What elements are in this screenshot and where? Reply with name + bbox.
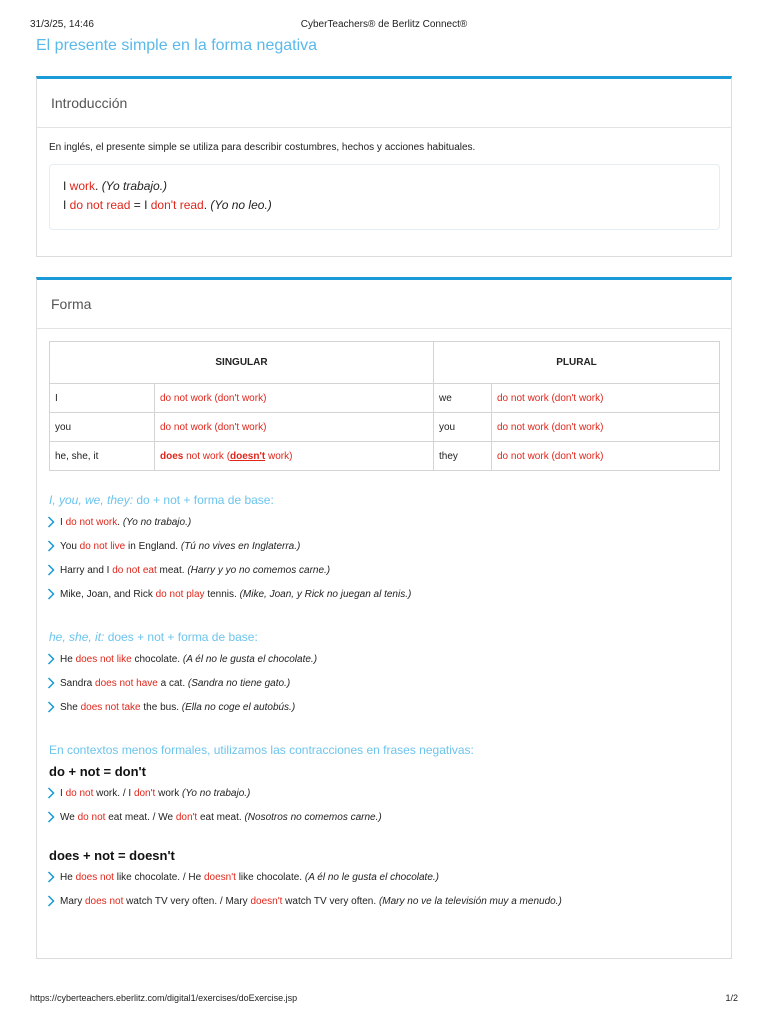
formula-doesnt: does + not = doesn't: [49, 848, 175, 863]
text: I: [60, 788, 66, 799]
chevron-right-icon: [47, 653, 55, 665]
negative-phrase: do not play: [155, 589, 205, 600]
chevron-right-icon: [47, 895, 55, 907]
text: I: [63, 198, 70, 212]
negative-form: [155, 442, 434, 471]
negative-phrase: do not live: [79, 541, 126, 552]
translation: (A él no le gusta el chocolate.): [182, 654, 318, 665]
text: You: [60, 541, 80, 552]
chevron-right-icon: [47, 871, 55, 883]
example-item: [49, 513, 719, 537]
text: Harry and I: [60, 565, 113, 576]
negative-phrase: does not: [75, 872, 114, 883]
section-do-not: [49, 493, 719, 609]
chevron-right-icon: [47, 811, 55, 823]
example-item: [49, 892, 719, 916]
intro-text: En inglés, el presente simple se utiliza para describir costumbres, hechos y acciones habituales.: [49, 142, 476, 153]
table-row: [50, 384, 720, 413]
negative-form: do not work (don't work): [155, 413, 434, 442]
text: .: [117, 517, 123, 528]
example-item: [49, 868, 719, 892]
text: We: [60, 812, 78, 823]
text: tennis.: [204, 589, 240, 600]
text: in England.: [125, 541, 181, 552]
footer-url: https://cyberteachers.eberlitz.com/digital1/exercises/doExercise.jsp: [30, 993, 298, 1003]
pronoun: they: [434, 442, 492, 471]
table-header-row: [50, 342, 720, 384]
example-list: [49, 868, 719, 916]
translation: (Harry y yo no comemos carne.): [187, 565, 331, 576]
print-date: 31/3/25, 14:46: [30, 19, 94, 30]
page-number: 1/2: [725, 993, 738, 1003]
text: Mike, Joan, and Rick: [60, 589, 156, 600]
negative-phrase: do not work: [65, 517, 118, 528]
negative-phrase: don't: [175, 812, 198, 823]
intro-example-1: [63, 177, 719, 196]
negative-phrase: do not eat: [112, 565, 157, 576]
example-item: [49, 537, 719, 561]
example-list: [49, 784, 719, 832]
text: chocolate.: [131, 654, 183, 665]
negative-phrase: does not like: [75, 654, 132, 665]
negative-phrase: does not have: [95, 678, 158, 689]
header-singular: SINGULAR: [50, 342, 434, 384]
text: .: [95, 179, 102, 193]
chevron-right-icon: [47, 701, 55, 713]
section-does-not: [49, 630, 719, 722]
text: I: [60, 517, 66, 528]
intro-example-box: [49, 164, 720, 230]
negative-phrase: doesn't: [250, 896, 283, 907]
negative-form: do not work (don't work): [492, 442, 720, 471]
table-row: [50, 442, 720, 471]
example-item: [49, 650, 719, 674]
example-list: [49, 650, 719, 722]
does-bold: does: [160, 450, 184, 462]
page-title: El presente simple en la forma negativa: [36, 37, 318, 54]
negative-form: do not work (don't work): [492, 384, 720, 413]
text: He: [60, 872, 76, 883]
text: .: [203, 198, 211, 212]
example-item: [49, 561, 719, 585]
negative-phrase: do not: [65, 788, 94, 799]
pronouns: I, you, we, they:: [49, 493, 134, 507]
print-title: CyberTeachers® de Berlitz Connect®: [300, 19, 468, 30]
pronoun: he, she, it: [50, 442, 155, 471]
translation: (Mary no ve la televisión muy a menudo.): [378, 896, 562, 907]
section-contractions: [49, 743, 719, 916]
chevron-right-icon: [47, 564, 55, 576]
doesnt-underlined: doesn't: [230, 450, 266, 462]
rule: do + not + forma de base:: [133, 493, 274, 507]
text: work: [155, 788, 182, 799]
text: the bus.: [140, 702, 182, 713]
text: watch TV very often. / Mary: [123, 896, 251, 907]
pronoun: I: [50, 384, 155, 413]
negative-phrase: does not take: [80, 702, 141, 713]
negative-phrase: do not read: [69, 198, 131, 212]
print-header: [30, 19, 738, 33]
pronoun: we: [434, 384, 492, 413]
conjugation-table: [49, 341, 720, 471]
section-title: En contextos menos formales, utilizamos las contracciones en frases negativas:: [49, 743, 474, 757]
translation: (Nosotros no comemos carne.): [244, 812, 382, 823]
text: Sandra: [60, 678, 96, 689]
translation: (Yo no trabajo.): [122, 517, 192, 528]
table-row: [50, 413, 720, 442]
intro-example-2: [63, 196, 719, 215]
example-item: [49, 784, 719, 808]
rule: does + not + forma de base:: [104, 630, 258, 644]
text: = I: [130, 198, 151, 212]
text: She: [60, 702, 81, 713]
pronoun: you: [434, 413, 492, 442]
text: I: [63, 179, 70, 193]
translation: (Tú no vives en Inglaterra.): [180, 541, 301, 552]
text: work. / I: [93, 788, 134, 799]
negative-phrase: don't: [133, 788, 156, 799]
example-item: [49, 698, 719, 722]
text: a cat.: [157, 678, 188, 689]
section-title: [49, 493, 719, 507]
translation: (Ella no coge el autobús.): [181, 702, 296, 713]
text: like chocolate.: [235, 872, 305, 883]
translation: (Sandra no tiene gato.): [187, 678, 291, 689]
negative-phrase: do not: [77, 812, 106, 823]
text: work): [265, 450, 293, 462]
example-item: [49, 585, 719, 609]
chevron-right-icon: [47, 677, 55, 689]
text: like chocolate. / He: [113, 872, 204, 883]
text: watch TV very often.: [282, 896, 379, 907]
intro-heading: Introducción: [37, 79, 731, 128]
translation: (Mike, Joan, y Rick no juegan al tenis.): [239, 589, 412, 600]
intro-panel: [36, 76, 732, 257]
negative-phrase: work: [69, 179, 96, 193]
text: eat meat. / We: [105, 812, 176, 823]
translation: (Yo trabajo.): [101, 179, 168, 193]
formula-dont: do + not = don't: [49, 764, 146, 779]
example-list: [49, 513, 719, 609]
negative-form: do not work (don't work): [492, 413, 720, 442]
negative-phrase: don't read: [150, 198, 204, 212]
text: eat meat.: [197, 812, 245, 823]
translation: (Yo no trabajo.): [181, 788, 251, 799]
example-item: [49, 674, 719, 698]
section-title: [49, 630, 719, 644]
example-item: [49, 808, 719, 832]
negative-phrase: doesn't: [203, 872, 236, 883]
forma-heading: Forma: [37, 280, 731, 329]
pronoun: you: [50, 413, 155, 442]
forma-panel: [36, 277, 732, 959]
text: not work (: [183, 450, 231, 462]
negative-form: do not work (don't work): [155, 384, 434, 413]
chevron-right-icon: [47, 516, 55, 528]
text: meat.: [156, 565, 188, 576]
chevron-right-icon: [47, 540, 55, 552]
negative-phrase: does not: [85, 896, 124, 907]
text: He: [60, 654, 76, 665]
translation: (Yo no leo.): [210, 198, 272, 212]
header-plural: PLURAL: [434, 342, 720, 384]
chevron-right-icon: [47, 588, 55, 600]
text: Mary: [60, 896, 85, 907]
pronouns: he, she, it:: [49, 630, 105, 644]
translation: (A él no le gusta el chocolate.): [304, 872, 440, 883]
chevron-right-icon: [47, 787, 55, 799]
